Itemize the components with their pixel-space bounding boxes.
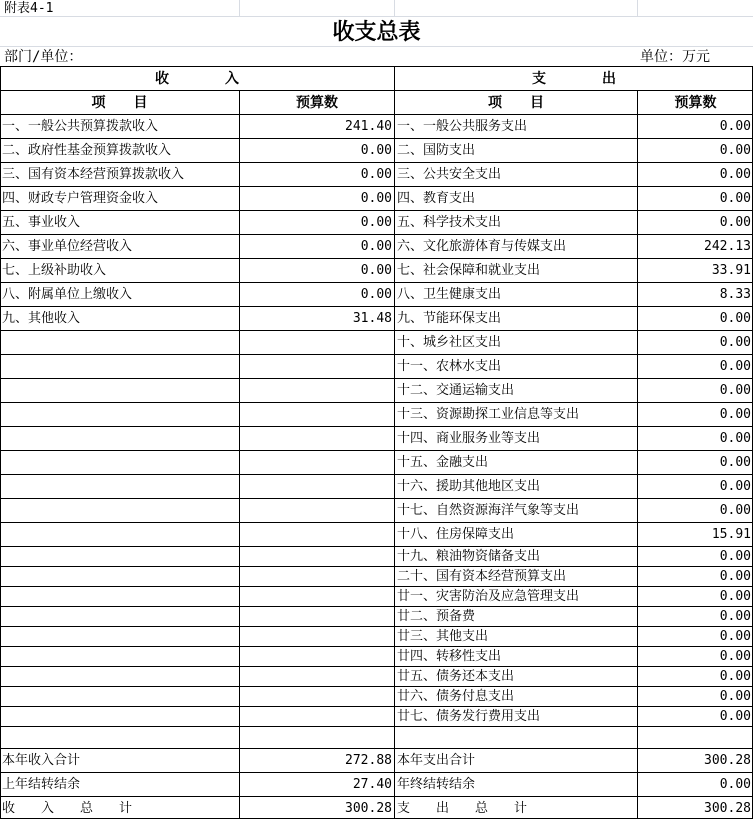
expense-item-value: 0.00 bbox=[719, 549, 751, 564]
table-border bbox=[0, 66, 753, 67]
income-item-name: 四、财政专户管理资金收入 bbox=[2, 191, 159, 206]
expense-item-name: 七、社会保障和就业支出 bbox=[397, 263, 541, 278]
expense-item-value: 0.00 bbox=[719, 167, 751, 182]
expense-item-value: 0.00 bbox=[719, 689, 751, 704]
expense-item-value: 0.00 bbox=[719, 629, 751, 644]
expense-item-name: 廿一、灾害防治及应急管理支出 bbox=[397, 589, 580, 604]
expense-item-value: 0.00 bbox=[719, 335, 751, 350]
income-item-value: 241.40 bbox=[345, 119, 392, 134]
dept-label: 部门/单位： bbox=[4, 48, 83, 65]
expense-item-name: 十二、交通运输支出 bbox=[397, 383, 515, 398]
expense-item-name: 四、教育支出 bbox=[397, 191, 476, 206]
expense-item-value: 0.00 bbox=[719, 589, 751, 604]
expense-item-name: 三、公共安全支出 bbox=[397, 167, 502, 182]
grid-line bbox=[637, 0, 638, 16]
expense-item-name: 廿二、预备费 bbox=[397, 609, 476, 624]
expense-item-name: 二十、国有资本经营预算支出 bbox=[397, 569, 567, 584]
expense-item-name: 十九、粮油物资储备支出 bbox=[397, 549, 541, 564]
expense-item-value: 0.00 bbox=[719, 311, 751, 326]
income-header: 收 入 bbox=[155, 70, 239, 87]
expense-item-value: 0.00 bbox=[719, 119, 751, 134]
expense-item-header: 项 目 bbox=[488, 94, 544, 111]
page-title: 收支总表 bbox=[332, 18, 421, 45]
grid-line bbox=[239, 0, 240, 16]
expense-grand-total-value: 300.28 bbox=[704, 800, 751, 816]
expense-item-name: 十六、援助其他地区支出 bbox=[397, 479, 541, 494]
carry-in-label: 上年结转结余 bbox=[2, 777, 81, 792]
income-item-value: 0.00 bbox=[360, 239, 392, 254]
expense-grand-total-label: 支 出 总 计 bbox=[397, 800, 528, 816]
income-item-name: 三、国有资本经营预算拨款收入 bbox=[2, 167, 185, 182]
expense-item-name: 一、一般公共服务支出 bbox=[397, 119, 528, 134]
expense-item-value: 0.00 bbox=[719, 503, 751, 518]
income-item-name: 六、事业单位经营收入 bbox=[2, 239, 133, 254]
expense-item-value: 15.91 bbox=[711, 527, 751, 542]
expense-item-value: 0.00 bbox=[719, 455, 751, 470]
table-border bbox=[0, 90, 753, 91]
expense-item-name: 十三、资源勘探工业信息等支出 bbox=[397, 407, 580, 422]
expense-item-value: 0.00 bbox=[719, 407, 751, 422]
expense-item-name: 廿六、债务付息支出 bbox=[397, 689, 515, 704]
expense-item-value: 0.00 bbox=[719, 359, 751, 374]
expense-item-value: 0.00 bbox=[719, 649, 751, 664]
expense-item-name: 十一、农林水支出 bbox=[397, 359, 502, 374]
expense-item-name: 廿七、债务发行费用支出 bbox=[397, 709, 541, 724]
income-year-total-label: 本年收入合计 bbox=[2, 753, 81, 768]
income-item-name: 一、一般公共预算拨款收入 bbox=[2, 119, 159, 134]
income-item-value: 0.00 bbox=[360, 263, 392, 278]
top-note: 附表4-1 bbox=[4, 0, 54, 16]
income-item-header: 项 目 bbox=[91, 94, 148, 111]
income-year-total-value: 272.88 bbox=[345, 753, 392, 768]
expense-item-value: 0.00 bbox=[719, 191, 751, 206]
table-border bbox=[0, 796, 753, 797]
expense-item-name: 十八、住房保障支出 bbox=[397, 527, 515, 542]
income-item-value: 0.00 bbox=[360, 191, 392, 206]
income-item-value: 0.00 bbox=[360, 143, 392, 158]
expense-item-value: 0.00 bbox=[719, 669, 751, 684]
expense-year-total-label: 本年支出合计 bbox=[397, 753, 476, 768]
income-item-value: 31.48 bbox=[352, 311, 392, 326]
expense-item-name: 二、国防支出 bbox=[397, 143, 476, 158]
expense-item-value: 0.00 bbox=[719, 383, 751, 398]
table-border bbox=[0, 748, 753, 749]
expense-item-name: 十四、商业服务业等支出 bbox=[397, 431, 541, 446]
expense-item-value: 0.00 bbox=[719, 709, 751, 724]
expense-year-total-value: 300.28 bbox=[704, 753, 751, 768]
income-item-value: 0.00 bbox=[360, 215, 392, 230]
expense-item-name: 廿四、转移性支出 bbox=[397, 649, 502, 664]
row-border bbox=[0, 726, 753, 727]
expense-item-value: 0.00 bbox=[719, 431, 751, 446]
expense-budget-header: 预算数 bbox=[674, 94, 717, 111]
income-item-name: 七、上级补助收入 bbox=[2, 263, 107, 278]
income-budget-header: 预算数 bbox=[296, 94, 338, 111]
expense-item-value: 0.00 bbox=[719, 479, 751, 494]
expense-item-value: 8.33 bbox=[719, 287, 751, 302]
expense-item-name: 十五、金融支出 bbox=[397, 455, 489, 470]
expense-item-name: 九、节能环保支出 bbox=[397, 311, 502, 326]
grid-line bbox=[394, 0, 395, 16]
expense-item-value: 0.00 bbox=[719, 215, 751, 230]
expense-item-value: 33.91 bbox=[711, 263, 751, 278]
income-grand-total-value: 300.28 bbox=[345, 800, 392, 816]
table-border bbox=[0, 772, 753, 773]
expense-item-value: 0.00 bbox=[719, 609, 751, 624]
expense-item-value: 242.13 bbox=[704, 239, 751, 254]
income-item-name: 二、政府性基金预算拨款收入 bbox=[2, 143, 172, 158]
carry-out-label: 年终结转结余 bbox=[397, 777, 476, 792]
expense-item-name: 十、城乡社区支出 bbox=[397, 335, 502, 350]
unit-label: 单位：万元 bbox=[640, 48, 710, 65]
expense-item-value: 0.00 bbox=[719, 569, 751, 584]
income-item-name: 五、事业收入 bbox=[2, 215, 81, 230]
income-grand-total-label: 收 入 总 计 bbox=[2, 800, 133, 816]
income-item-name: 八、附属单位上缴收入 bbox=[2, 287, 133, 302]
carry-in-value: 27.40 bbox=[352, 777, 392, 792]
expense-item-name: 五、科学技术支出 bbox=[397, 215, 502, 230]
expense-item-value: 0.00 bbox=[719, 143, 751, 158]
carry-out-value: 0.00 bbox=[719, 777, 751, 792]
expense-item-name: 八、卫生健康支出 bbox=[397, 287, 502, 302]
expense-item-name: 廿五、债务还本支出 bbox=[397, 669, 515, 684]
expense-header: 支 出 bbox=[532, 70, 616, 87]
expense-item-name: 六、文化旅游体育与传媒支出 bbox=[397, 239, 567, 254]
income-item-value: 0.00 bbox=[360, 287, 392, 302]
expense-item-name: 十七、自然资源海洋气象等支出 bbox=[397, 503, 580, 518]
income-item-value: 0.00 bbox=[360, 167, 392, 182]
expense-item-name: 廿三、其他支出 bbox=[397, 629, 489, 644]
income-item-name: 九、其他收入 bbox=[2, 311, 81, 326]
